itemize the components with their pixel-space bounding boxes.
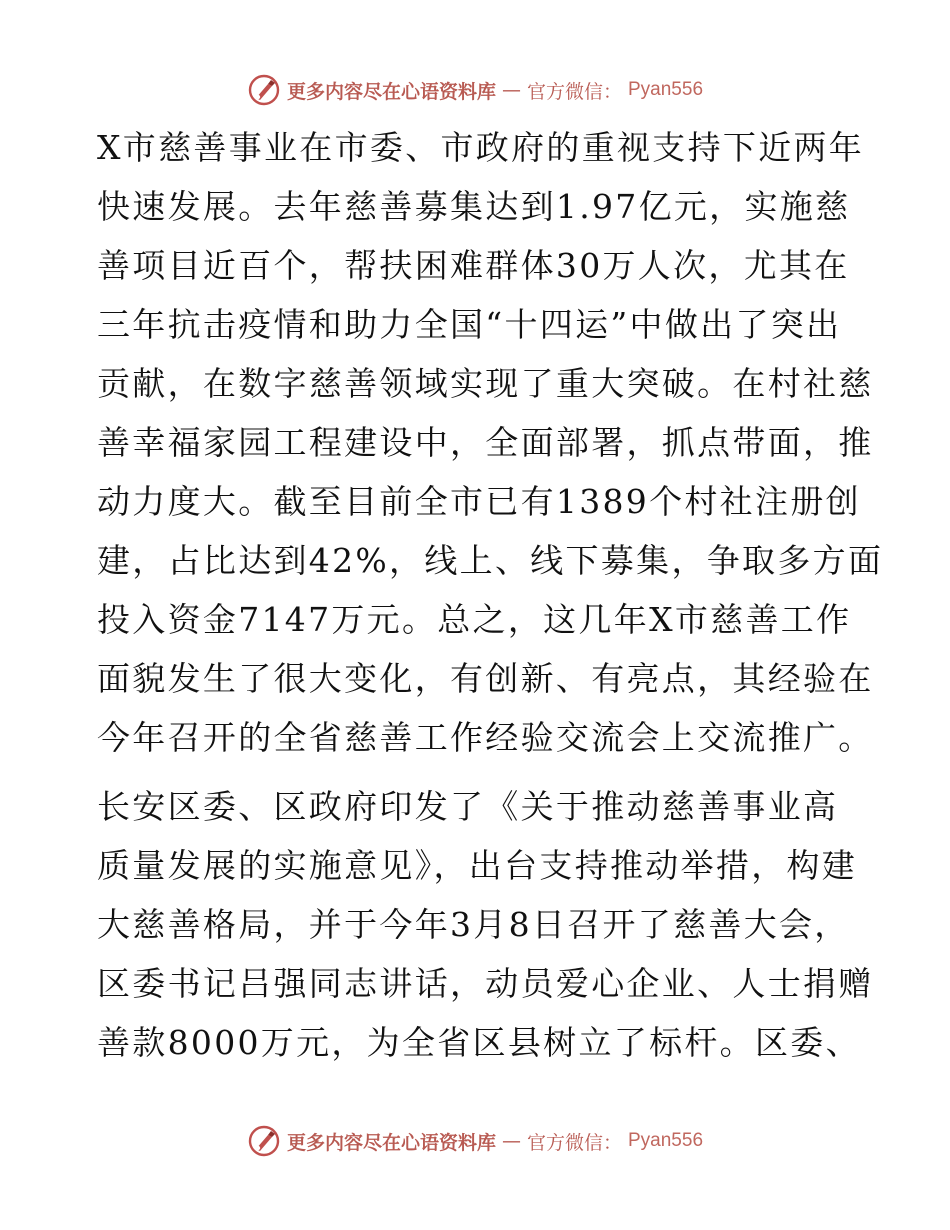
banner-dash: —: [501, 79, 521, 101]
text-line: 大慈善格局，并于今年3月8日召开了慈善大会，: [97, 905, 850, 944]
text-line: 区委书记吕强同志讲话，动员爱心企业、人士捐赠: [97, 964, 874, 1003]
pen-nib-logo-icon: [247, 1124, 281, 1158]
text-line: 今年召开的全省慈善工作经验交流会上交流推广。: [97, 718, 874, 757]
banner-title: 更多内容尽在心语资料库: [286, 1131, 496, 1154]
text-line: 善款8000万元，为全省区县树立了标杆。区委、: [97, 1023, 861, 1062]
header-banner: [0, 70, 950, 110]
banner-title: 更多内容尽在心语资料库: [286, 80, 496, 103]
text-line: 质量发展的实施意见》，出台支持推动举措，构建: [97, 846, 858, 885]
footer-banner: [0, 1121, 950, 1161]
banner-dash: —: [501, 1130, 521, 1152]
text-line: X市慈善事业在市委、市政府的重视支持下近两年: [97, 128, 865, 167]
text-line: 快速发展。去年慈善募集达到1.97亿元，实施慈: [97, 187, 851, 226]
text-line: 面貌发生了很大变化，有创新、有亮点，其经验在: [97, 659, 874, 698]
text-line: 长安区委、区政府印发了《关于推动慈善事业高: [97, 787, 839, 826]
text-line: 建，占比达到42%，线上、线下募集，争取多方面: [97, 541, 884, 580]
banner-wechat-id: Pyan556: [628, 1130, 704, 1151]
paragraph-2: [97, 777, 874, 1072]
text-line: 善幸福家园工程建设中，全面部署，抓点带面，推: [97, 423, 874, 462]
text-line: 三年抗击疫情和助力全国“十四运”中做出了突出: [97, 305, 842, 344]
pen-nib-logo-icon: [247, 73, 281, 107]
text-line: 贡献，在数字慈善领域实现了重大突破。在村社慈: [97, 364, 874, 403]
banner-wechat-label: 官方微信：: [526, 1131, 622, 1154]
paragraph-1: [97, 118, 884, 767]
text-line: 动力度大。截至目前全市已有1389个村社注册创: [97, 482, 861, 521]
banner-wechat-label: 官方微信：: [526, 80, 622, 103]
text-line: 投入资金7147万元。总之，这几年X市慈善工作: [97, 600, 852, 639]
banner-wechat-id: Pyan556: [628, 79, 704, 100]
text-line: 善项目近百个，帮扶困难群体30万人次，尤其在: [97, 246, 850, 285]
